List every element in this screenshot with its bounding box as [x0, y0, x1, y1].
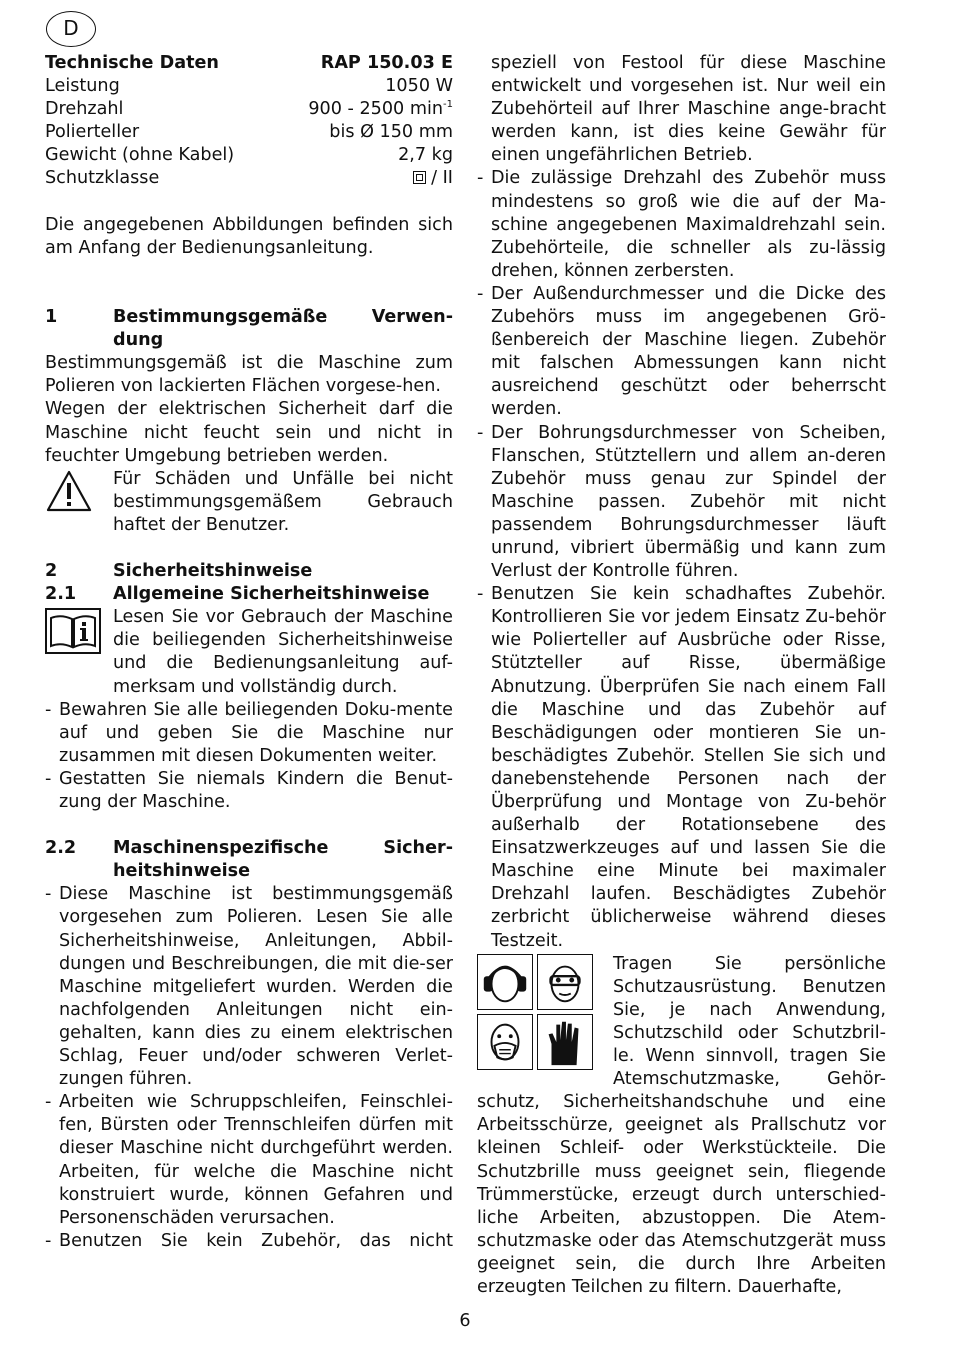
list-item — [45, 1091, 453, 1230]
section-2-1-heading — [45, 583, 453, 606]
page-number: 6 — [459, 1311, 471, 1331]
section-number: 1 — [45, 307, 58, 328]
list-item-text: Benutzen Sie kein schadhaftes Zubehör. Kontrollieren Sie vor jedem Einsatz Zu-behör wie Polierteller auf Ausbrüche oder Risse, Stützteller auf Risse, übermäßige Abnutzung. Überprüfen Sie nach einem Fall die Maschine und das Zubehör auf Beschädigungen oder montieren Sie un-beschädigtes Zubehör. Stellen Sie sich und danebenstehende Personen nach der Überprüfung und Montage von Zu-behör außerhalb der Rotationsebene des Einsatzwerkzeuges auf und lassen Sie die Maschine eine Minute bei maximaler Drehzahl laufen. Beschädigtes Zubehör zerbricht üblicherweise während dieses Testzeit. — [491, 584, 886, 951]
list-item-text: Arbeiten wie Schruppschleifen, Feinschlei-fen, Bürsten oder Trennschleifen dürfen mit dieser Maschine nicht durchgeführt werden. Arbeiten, für welche die Maschine nicht konstruiert wurde, können Gefahren und Personenschäden verursachen. — [59, 1092, 453, 1228]
list-dash: - — [45, 1092, 52, 1113]
list-dash: - — [477, 283, 484, 304]
spec-row-weight — [45, 144, 453, 167]
section-number: 2.1 — [45, 584, 77, 605]
warning-block — [45, 468, 453, 537]
intro-paragraph: Die angegebenen Abbildungen befinden sich am Anfang der Bedienungsanleitung. — [45, 214, 453, 258]
spec-model: RAP 150.03 E — [320, 53, 453, 73]
spec-row-pad — [45, 121, 453, 144]
list-item-text: Die zulässige Drehzahl des Zubehör muss mindestens so groß wie die auf der Ma-schine angegebenen Maximaldrehzahl sein. Zubehörteile, die schneller als zu-lässig drehen, können zerbersten. — [491, 168, 886, 281]
info-text: Lesen Sie vor Gebrauch der Maschine die beiliegenden Sicherheitshinweise und die Bedienungsanleitung auf-merksam und vollständig durch. — [113, 607, 453, 697]
spec-value: bis Ø 150 mm — [329, 122, 453, 143]
list-item — [477, 167, 886, 282]
section-title: Maschinenspezifische Sicher-heitshinweise — [113, 838, 453, 882]
spec-title: Technische Daten — [45, 53, 219, 73]
ppe-block — [477, 953, 886, 1299]
section-title: Sicherheitshinweise — [113, 561, 313, 582]
spec-label: Gewicht (ohne Kabel) — [45, 145, 235, 166]
section-1-paragraph-2: Wegen der elektrischen Sicherheit darf die Maschine nicht feucht sein und nicht in feuchter Umgebung betrieben werden. — [45, 399, 453, 466]
list-dash: - — [477, 584, 484, 605]
double-insulation-icon — [413, 171, 426, 184]
section-title: Allgemeine Sicherheitshinweise — [113, 584, 430, 605]
ear-protection-icon — [477, 954, 533, 1010]
list-item-text: Bewahren Sie alle beiliegenden Doku-mente auf und geben Sie die Maschine nur zusammen mit diesen Dokumenten weiter. — [59, 699, 453, 766]
list-item — [477, 283, 886, 422]
section-1-heading — [45, 306, 453, 352]
spec-value-text: / II — [431, 168, 453, 189]
spec-row-power — [45, 75, 453, 98]
spec-row-class — [45, 167, 453, 190]
list-item — [45, 768, 453, 814]
language-badge: D — [46, 11, 96, 47]
list-dash: - — [45, 884, 52, 905]
list-item — [477, 422, 886, 584]
spec-label: Drehzahl — [45, 99, 124, 120]
section-number: 2.2 — [45, 838, 77, 859]
spec-value — [308, 98, 453, 121]
section-2-2-heading — [45, 837, 453, 883]
spec-row-speed — [45, 98, 453, 121]
eye-protection-icon — [537, 954, 593, 1010]
continued-paragraph: speziell von Festool für diese Maschine entwickelt und vorgesehen ist. Nur weil ein Zubehörteil auf Ihrer Maschine ange-bracht werden kann, ist dies keine Gewähr für einen ungefährlichen Betrieb. — [491, 53, 886, 166]
list-item — [45, 1230, 453, 1253]
left-column — [45, 52, 453, 1253]
ppe-text: Tragen Sie persönliche Schutzausrüstung. Benutzen Sie, je nach Anwendung, Schutzschild oder Schutzbril-le. Wenn sinnvoll, tragen Sie Atemschutzmaske, Gehör-schutz, Sicherheitshandschuhe und eine Arbeitsschürze, geeignet als Prallschutz vor kleinen Schleif- oder Werkstückteile. Die Schutzbrille muss geeignet sein, fliegende Trümmerstücke, erzeugt durch unterschied-liche Arbeiten, abzustoppen. Die Atem-schutzmaske oder das Atemschutzgerät muss geeignet sein, die durch Ihre Arbeiten erzeugten Teilchen zu filtern. Dauerhafte, — [477, 953, 886, 1297]
warning-text: Für Schäden und Unfälle bei nicht bestimmungsgemäßem Gebrauch haftet der Benutzer. — [113, 468, 453, 535]
list-item — [477, 583, 886, 953]
list-item-text: Der Außendurchmesser und die Dicke des Zubehörs muss im angegebenen Grö-ßenbereich der Maschine liegen. Zubehör mit falschen Abmessungen kann nicht ausreichend geschützt oder beherrscht werden. — [491, 283, 886, 420]
warning-triangle-icon — [45, 468, 113, 537]
list-item — [45, 883, 453, 1091]
section-1-paragraph-1: Bestimmungsgemäß ist die Maschine zum Polieren von lackierten Flächen vorgese-hen. — [45, 353, 453, 397]
spec-label: Polierteller — [45, 122, 140, 143]
spec-header — [45, 52, 453, 75]
safety-gloves-icon — [537, 1014, 593, 1070]
spec-value-text: 900 - 2500 min — [308, 99, 444, 120]
list-item — [45, 699, 453, 768]
right-column — [477, 52, 886, 1299]
spec-label: Schutzklasse — [45, 168, 160, 189]
list-item-text: Diese Maschine ist bestimmungsgemäß vorgesehen zum Polieren. Lesen Sie alle Sicherheitshinweise, Anleitungen, Abbil-dungen und Beschreibungen, die mit die-ser Maschine mitgeliefert wurden. Werden die nachfolgenden Anleitungen nicht ein-gehalten, kann dies zu einem elektrischen Schlag, Feuer und/oder schweren Verlet-zungen führen. — [59, 884, 453, 1090]
list-item-text: Benutzen Sie kein Zubehör, das nicht — [59, 1230, 453, 1251]
list-dash: - — [45, 768, 52, 789]
list-dash: - — [45, 1230, 52, 1251]
info-block — [45, 606, 453, 698]
spec-label: Leistung — [45, 76, 120, 97]
spec-value: 2,7 kg — [398, 145, 453, 166]
list-item-text: Gestatten Sie niemals Kindern die Benut-zung der Maschine. — [59, 768, 453, 812]
section-2-heading — [45, 560, 453, 583]
spec-value: 1050 W — [385, 76, 453, 97]
respirator-mask-icon — [477, 1014, 533, 1070]
list-dash: - — [477, 422, 484, 443]
section-title: Bestimmungsgemäße Verwen-dung — [113, 307, 453, 351]
section-number: 2 — [45, 561, 58, 582]
list-item-text: Der Bohrungsdurchmesser von Scheiben, Flanschen, Stütztellern und allem an-deren Zubehör muss genau zur Spindel der Maschine passen. Zubehör mit nicht passendem Bohrungsdurchmesser läuft unrund, vibriert übermäßig und kann zum Verlust der Kontrolle führen. — [491, 422, 886, 582]
spec-value — [413, 167, 454, 190]
ppe-icon-grid — [477, 954, 593, 1070]
list-dash: - — [45, 699, 52, 720]
manual-info-icon — [45, 606, 113, 698]
list-dash: - — [477, 168, 484, 189]
spec-value-sup: -1 — [443, 99, 453, 111]
